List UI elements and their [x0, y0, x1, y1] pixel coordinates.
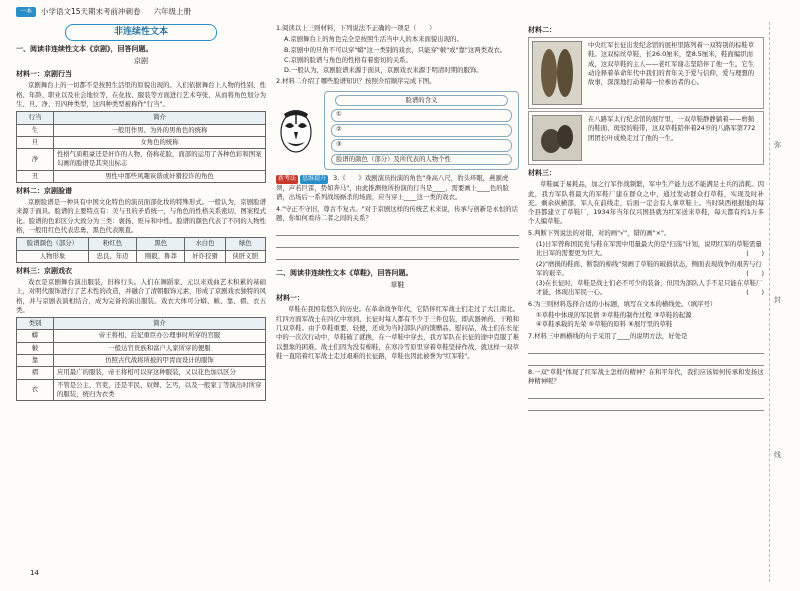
table-header-row — [17, 112, 266, 124]
straw-sandals-photo — [532, 41, 582, 105]
table-cell: 忠良、年迈 — [88, 250, 136, 262]
section-title: 非连续性文本 — [65, 24, 217, 41]
judgement-item-2 — [536, 260, 764, 279]
material2-box-1 — [528, 37, 764, 109]
chart-blank-3[interactable]: ③ — [331, 139, 512, 152]
left-column — [16, 22, 266, 404]
option-c: C.京剧的脸谱与角色的性格有着密切的关系。 — [284, 55, 412, 64]
table-cell: 褶 — [17, 367, 54, 379]
costume-table — [16, 317, 266, 401]
judgement-item-3 — [536, 279, 764, 298]
table-header-cell: 水白色 — [185, 238, 225, 250]
table-header-cell: 简介 — [54, 112, 266, 124]
table-cell: 帔 — [17, 342, 54, 354]
table-cell: 应用最广的服装，帝王将相可以穿这种服装，又以花色加以区分 — [54, 367, 266, 379]
table-header-cell: 黑色 — [137, 238, 185, 250]
material3-text: 戏衣是京剧舞台演出服装，旧称行头。人们在舞蹈家、元以来戏曲艺术积累的基础上，对明代服饰进行了艺术性的改造，并融合了清朝服饰元素，形成了京剧戏衣独特的风格，并与京剧表演相结合，成为完备的演出服装。戏衣大体可分蟒、帔、靠、褶、衣五类。 — [16, 277, 266, 314]
material3-text: 草鞋属于易耗品，加之行军作战频繁，军中生产能力远不能满足士兵的消耗。因此，我方军队将最大的军鞋厂建在群众之中，通过发动群众打草鞋，实现及时补充。剩余纵横部，军人在前线走，后面一定会有人拿草鞋上。当时陕西根据地的每个县都建立了草鞋厂，1934年当年仅兴国县就为红军送来草鞋，每天都有约1万多个人编草鞋。 — [528, 180, 764, 226]
answer-line[interactable] — [528, 343, 764, 354]
page-header — [16, 6, 266, 18]
sandal-exhibit-photo — [532, 115, 582, 161]
table-cell: 仿照古代战将所披的甲胄而设计的服饰 — [54, 354, 266, 366]
question-3 — [276, 174, 519, 202]
question-4: 4."守正不守旧，尊古不复古。"对于京剧这样的传统艺术来说，传承与创新是永恒的话题，你如何看待二者之间的关系？ — [276, 204, 519, 222]
table-row — [17, 149, 266, 171]
answer-paren[interactable]: ( ) — [746, 288, 764, 297]
option-d: D.一般认为，京剧脸谱来源于面具，京剧戏衣来源于明清时期的服饰。 — [284, 66, 483, 75]
table-cell: 生 — [17, 124, 54, 136]
table-header-cell: 脸谱颜色（部分） — [17, 238, 89, 250]
seal-mark: 线 — [774, 451, 781, 459]
sandal-icon — [537, 45, 577, 101]
table-row — [17, 136, 266, 148]
table-cell: 女角色的统称 — [54, 136, 266, 148]
table-row — [17, 354, 266, 366]
question-6: 6.为三则材料选择合适的小标题，填写在文本的横线处。（填序号） — [528, 299, 717, 308]
binding-line — [769, 22, 770, 582]
question-3-text: 3.《 》戏剧演员扮演的角色"身高八尺，豹头环眼，燕颔虎须，声若巨雷，势如奔马"，由此推测他所扮演的行当是____，需要画上____色的脸谱，出场后一系列战场厮杀的场面，应当穿上____这一类的戏衣。 — [276, 174, 510, 202]
grade-label: 六年级上册 — [153, 6, 192, 16]
material2-heading: 材料二：京剧脸谱 — [16, 187, 72, 195]
subtitle-option: ④草鞋承载的光荣 — [536, 320, 587, 329]
option-b: B.京剧中的旦角不可以穿"蟒"这一类别的戏衣，只能穿"帔"或"靠"这两类戏衣。 — [284, 45, 507, 54]
middle-column — [276, 22, 519, 363]
answer-line[interactable] — [276, 249, 519, 260]
answer-line[interactable] — [528, 400, 764, 411]
page-number: 14 — [30, 569, 39, 577]
table-cell: 靠 — [17, 354, 54, 366]
publisher-logo: 一本 — [16, 7, 36, 18]
thinking-badge: 思维提升 — [302, 175, 327, 183]
material1-heading: 材料一：京剧行当 — [16, 70, 72, 79]
table-header-row — [17, 318, 266, 330]
mask-colors-table — [16, 237, 266, 263]
table-row — [17, 379, 266, 401]
question-2: 2.材料二介绍了哪些脸谱知识？按照介绍顺序完成下图。 — [276, 77, 436, 86]
table-header-cell: 绿色 — [225, 238, 265, 250]
answer-line[interactable] — [528, 355, 764, 366]
subtitle-option: ①草鞋中体现的军民情 — [536, 310, 600, 319]
answer-paren[interactable]: ( ) — [746, 249, 764, 258]
table-cell: 性格气质粗豪还是奸诈的人物，俗称花脸，面部的运用了各种色彩和图案勾画的脸谱是其突出标志 — [54, 149, 266, 171]
seal-mark: 封 — [774, 296, 781, 304]
right-column — [528, 22, 764, 412]
seal-mark: 弥 — [774, 141, 781, 149]
material2-text: 京剧脸谱是一种具有中国文化特色的演员面部化妆的特殊形式。一般认为，京剧脸谱来源于面具。脸谱的主要特点有：美与丑的矛盾统一，与角色的性格关系密切，图案程式化。脸谱的色彩区分大致分为三类：褒扬、贬斥和中性。脸谱的颜色代表了不同的人物性格，一般用红色代表忠勇，黑色代表刚直。 — [16, 198, 266, 234]
answer-line[interactable] — [528, 388, 764, 399]
part1-heading: 一、阅读非连续性文本《京剧》，回答问题。 — [16, 45, 153, 54]
sandal-icon — [537, 119, 577, 157]
opera-mask-illustration — [276, 104, 316, 156]
judgement-text: (2)"磨损的鞋面、断裂的棉线"刻画了草鞋的破损状态，侧面表现战争的艰苦与行军的艰辛。 — [536, 259, 762, 277]
judgement-item-1 — [536, 240, 764, 259]
table-row — [17, 342, 266, 354]
table-header-cell: 简介 — [54, 318, 266, 330]
table-row — [17, 170, 266, 182]
table-cell: 人物形象 — [17, 250, 89, 262]
new-method-badge: 新考法 — [278, 175, 297, 183]
material2-text-1: 中央红军长征出发纪念馆的展柜里陈列着一双特别的棕鞋草鞋。这双棕丝草鞋，长26.0厘米，宽8.5厘米，鞋面编织而成，这双草鞋的主人——老红军谢志坚陪伴了他一生。它生动诠释着革命年代中我们的青年关于爱与信仰，爱与理想的故事，深深地打动着每一位参访者的心。 — [588, 41, 755, 87]
part2-title: 草鞋 — [390, 281, 405, 290]
table-header-cell: 类别 — [17, 318, 54, 330]
chart-blank-2[interactable]: ② — [331, 124, 512, 137]
answer-paren[interactable]: ( ) — [746, 268, 764, 277]
chart-footer: 脸谱的颜色（部分）及所代表的人物个性 — [331, 154, 512, 165]
mask-diagram-row — [276, 91, 519, 171]
table-header-cell: 行当 — [17, 112, 54, 124]
table-row — [17, 330, 266, 342]
material1-text: 京剧舞台上的一切都不是按照生活里的原貌出现的。人们依据舞台上人物的性别、性格、年龄、职业以及社会地位等，在化妆、服装等方面进行艺术夸张，从而将角色划分为生、旦、净、丑四种类型，这四种类型被称作"行当"。 — [16, 81, 266, 109]
table-cell: 男性中那些风趣诙谐或奸猾狡诈的角色 — [54, 170, 266, 182]
table-row — [17, 367, 266, 379]
question-7: 7.材料三中画横线的句子采用了____的说明方法，好处是 — [528, 331, 688, 340]
table-cell: 蟒 — [17, 330, 54, 342]
table-cell: 奸诈狡猾 — [185, 250, 225, 262]
table-cell: 刚毅、鲁莽 — [137, 250, 185, 262]
table-cell: 净 — [17, 149, 54, 171]
subtitle-option: ⑥展厅里的草鞋 — [628, 320, 673, 329]
option-a: A.京剧舞台上的角色完全是按照生活当中人的本来面貌出现的。 — [284, 35, 463, 44]
table-cell: 帝王将相、后妃重臣办公理事时所穿的官服 — [54, 330, 266, 342]
subtitle-options — [536, 311, 764, 330]
material3-heading: 材料三：京剧戏衣 — [16, 266, 72, 275]
table-cell: 旦 — [17, 136, 54, 148]
table-row — [17, 250, 266, 262]
question-1: 1.阅读以上三则材料，下列说法不正确的一项是（ ） — [276, 24, 436, 32]
table-cell: 侠肝义胆 — [225, 250, 265, 262]
table-cell: 一般用作男、为外的男角色的统称 — [54, 124, 266, 136]
article-title: 京剧 — [134, 57, 148, 66]
table-cell: 衣 — [17, 379, 54, 401]
part2-material1-text: 草鞋在我国有悠久的历史。在革命战争年代，它陪伴红军战士们走过了大江南北。红四方面军战士在四亿中寒到，长征时每人都有不少于三件包装，即武器弹药、干粮和几双草鞋。由于草鞋重要、轻便，还成为当时部队内的馈赠品、慰问品，战士们在长征中的一次次行动中，草鞋破了就换，在一草鞋中穿去，我方军队在长征的途中克服了难以想象的困难。战士们因为没有棉鞋，在寒冷雪原里穿着草鞋坚持作战，就这样一双草鞋一直陪着红军战士走过艰难的长征路，草鞋也因此被誉为"红军鞋"。 — [276, 305, 519, 360]
book-title: 小学语文15天期末考前冲刺卷 — [41, 6, 141, 16]
table-cell: 一般达官贵族和富户人家所穿的便服 — [54, 342, 266, 354]
material2-box-2 — [528, 111, 764, 165]
judgement-text: (1)日军曾称国民党与鞋在军需中用量最大的是"扫荡"计划，说明红军的草鞋需量比日军的需要更为巨大。 — [536, 239, 762, 258]
table-cell: 丑 — [17, 170, 54, 182]
material2-text-2: 在八路军太行纪念馆的展厅里，一双草鞋静静躺着——磨损的鞋面、斑驳的鞋带，这双草鞋陪伴着24岁的八路军第772团团长叶成焕走过了他的一生。 — [588, 115, 756, 142]
chart-blank-1[interactable]: ① — [331, 109, 512, 122]
question-8: 8.一双"草鞋"体现了红军战士怎样的精神？在和平年代，我们应该如何传承和发扬这种精神呢？ — [528, 367, 764, 386]
table-header-cell: 粉红色 — [88, 238, 136, 250]
subtitle-option: ⑤草鞋的原料 — [588, 320, 627, 329]
mask-knowledge-chart — [324, 91, 519, 171]
part2-heading: 二、阅读非连续性文本《草鞋》，回答问题。 — [276, 269, 413, 278]
answer-line[interactable] — [276, 237, 519, 248]
judgement-text: (3)在长征时，草鞋是战士们必不可少的装备，但因为部队人手不足只能在草鞋厂才能，体现出军民一心。 — [536, 279, 763, 297]
roles-table — [16, 111, 266, 183]
question-5: 5.判断下列说法的对错，对的画"√"，错的画"×"。 — [528, 228, 671, 237]
table-header-row — [17, 238, 266, 250]
material2-label: 材料二： — [528, 26, 556, 34]
table-row — [17, 124, 266, 136]
subtitle-option: ③草鞋的起源 — [653, 310, 692, 319]
part2-material1-label: 材料一： — [276, 294, 304, 303]
material3-label: 材料三： — [528, 169, 556, 178]
answer-line[interactable] — [276, 225, 519, 236]
table-cell: 不管是公主、官吏，还是平民、奴婢、乞丐，以及一般家丁等演出时所穿的服装，统归为衣类 — [54, 379, 266, 401]
chart-caption: 脸谱的含义 — [335, 95, 508, 106]
subtitle-option: ②草鞋的制作过程 — [601, 310, 652, 319]
